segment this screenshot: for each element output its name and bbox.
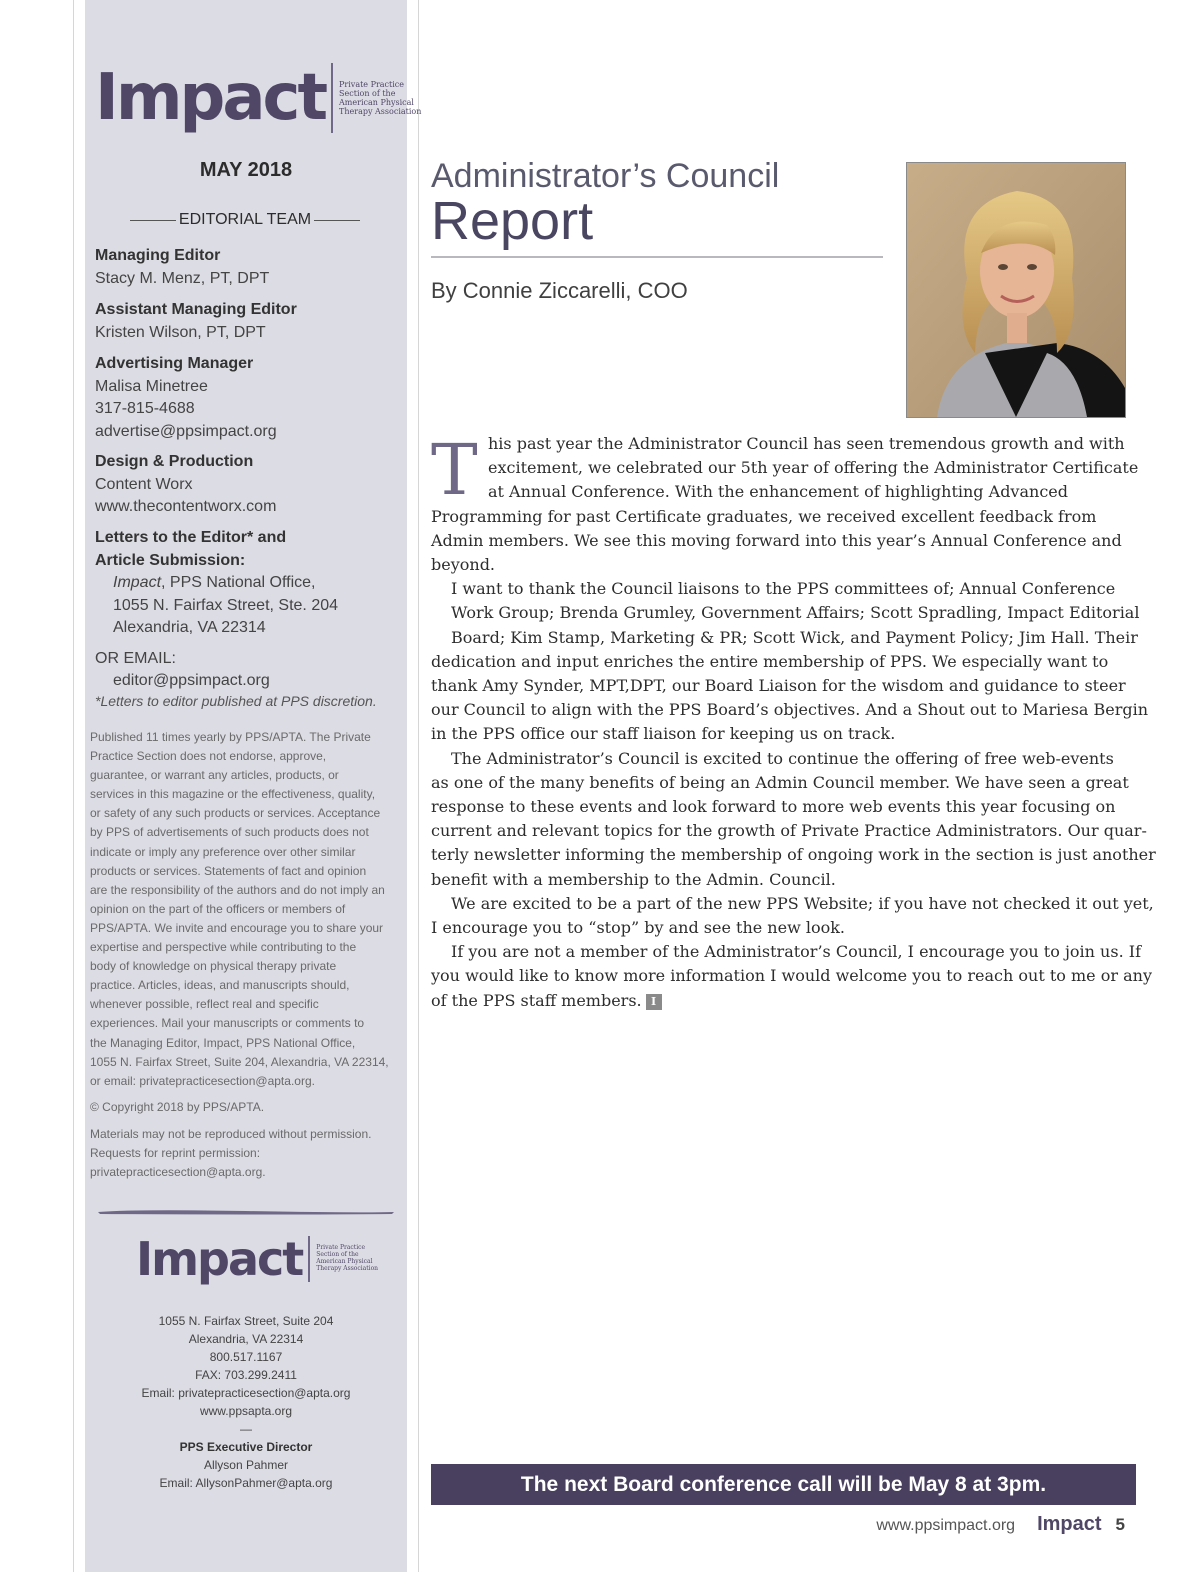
letters-note: *Letters to editor published at PPS discretion.	[95, 693, 377, 709]
disclaimer-line: Published 11 times yearly by PPS/APTA. The Private	[90, 730, 371, 744]
tagline-line: Therapy Association	[339, 107, 422, 117]
role-label: Article Submission:	[95, 551, 246, 569]
footer-brand: Impact	[1037, 1513, 1102, 1535]
heading-rule	[130, 220, 176, 221]
body-line: in the PPS office our staff liaison for keeping us on track.	[431, 724, 896, 744]
drop-cap: T	[431, 429, 478, 511]
logo-wordmark: Impact	[95, 61, 326, 135]
body-line: excitement, we celebrated our 5th year of offering the Administrator Certificate	[488, 458, 1139, 478]
advertising-block	[95, 353, 407, 443]
copyright-text: © Copyright 2018 by PPS/APTA.	[90, 1100, 265, 1114]
body-line: his past year the Administrator Council has seen tremendous growth and with	[488, 434, 1125, 453]
disclaimer-line: Practice Section does not endorse, approve,	[90, 749, 327, 764]
contact-website[interactable]: www.ppsapta.org	[199, 1404, 293, 1418]
letters-block	[95, 527, 407, 693]
permission-line: Materials may not be reproduced without permission.	[90, 1127, 372, 1141]
body-line: Work Group; Brenda Grumley, Government Affairs; Scott Spradling, Impact Editorial	[451, 603, 1140, 623]
column-divider	[418, 0, 419, 1572]
email-link[interactable]: advertise@ppsimpact.org	[95, 422, 277, 440]
contact-city: Alexandria, VA 22314	[188, 1332, 304, 1346]
tagline-line: Private Practice	[316, 1244, 366, 1252]
disclaimer	[90, 728, 406, 1091]
contact-street: 1055 N. Fairfax Street, Suite 204	[158, 1314, 334, 1328]
body-line: our Council to align with the PPS Board’s objectives. And a Shout out to Mariesa Bergin	[431, 700, 1149, 720]
body-line: The Administrator’s Council is excited to continue the offering of free web-events	[451, 748, 1114, 768]
disclaimer-line: services in this magazine or the effectiveness, quality,	[90, 787, 376, 802]
exec-title: PPS Executive Director	[179, 1440, 313, 1454]
tagline-line: Therapy Association	[316, 1264, 379, 1272]
brush-stroke-divider	[96, 1208, 396, 1216]
contact-phone: 800.517.1167	[209, 1350, 283, 1364]
issue-date: MAY 2018	[199, 159, 293, 181]
body-line: terly newsletter informing the membership of ongoing work in the section is just another	[431, 845, 1156, 865]
person-name: Stacy M. Menz, PT, DPT	[95, 269, 270, 287]
end-mark-icon: I	[646, 994, 662, 1010]
impact-logo-bottom	[136, 1234, 378, 1284]
disclaimer-line: experiences. Mail your manuscripts or comments to	[90, 1016, 365, 1031]
contact-block	[85, 1312, 407, 1492]
disclaimer-line: practice. Articles, ideas, and manuscripts should,	[90, 978, 350, 993]
copyright	[90, 1098, 406, 1117]
body-line: I want to thank the Council liaisons to the PPS committees of; Annual Conference	[451, 579, 1116, 599]
tagline-line: Section of the	[316, 1251, 359, 1259]
disclaimer-line: expertise and perspective while contributing to the	[90, 940, 357, 955]
role-label: Design & Production	[95, 453, 254, 470]
city-line: Alexandria, VA 22314	[113, 619, 266, 636]
disclaimer-line: guarantee, or warrant any articles, products, or	[90, 768, 339, 783]
body-line: dedication and input enriches the entire membership of PPS. We especially want to	[431, 651, 1109, 671]
heading-rule	[314, 220, 360, 221]
body-line: at Annual Conference. With the enhancement of highlighting Advanced	[488, 482, 1068, 502]
page-footer	[876, 1513, 1125, 1536]
disclaimer-line: body of knowledge on physical therapy private	[90, 959, 337, 974]
office-text: , PPS National Office,	[161, 574, 316, 591]
permission-line: Requests for reprint permission:	[90, 1146, 261, 1161]
disclaimer-line: are the responsibility of the authors and do not imply an	[90, 882, 385, 897]
person-name: Kristen Wilson, PT, DPT	[95, 323, 266, 341]
body-line: as one of the many benefits of being an Admin Council member. We have seen a great	[431, 772, 1129, 792]
phone-number: 317-815-4688	[95, 400, 195, 417]
design-block	[95, 451, 407, 519]
logo-tagline	[316, 1245, 378, 1273]
tagline-line: Section of the	[339, 88, 396, 98]
body-line-text: of the PPS staff members.	[431, 990, 642, 1010]
disclaimer-line: indicate or imply any preference over other similar	[90, 844, 356, 859]
page-number: 5	[1115, 1515, 1125, 1534]
disclaimer-line: products or services. Statements of fact and opinion	[90, 863, 367, 878]
body-line: benefit with a membership to the Admin. Council.	[431, 869, 836, 889]
role-label: Managing Editor	[95, 247, 221, 264]
article-headline: Report	[431, 191, 594, 251]
office-line	[95, 572, 407, 595]
editor-email-link[interactable]: editor@ppsimpact.org	[113, 672, 270, 689]
body-line: Programming for past Certificate graduates, we received excellent feedback from	[431, 506, 1097, 526]
contact-fax: FAX: 703.299.2411	[195, 1368, 297, 1382]
article-kicker: Administrator’s Council	[431, 157, 780, 195]
disclaimer-line: or email: privatepracticesection@apta.org.	[90, 1073, 315, 1088]
impact-logo-top	[95, 63, 421, 133]
contact-email[interactable]: Email: privatepracticesection@apta.org	[141, 1386, 351, 1400]
announcement-banner: The next Board conference call will be May 8 at 3pm.	[431, 1464, 1136, 1505]
role-label: Letters to the Editor* and	[95, 529, 287, 546]
disclaimer-line: PPS/APTA. We invite and encourage you to share your	[90, 920, 384, 935]
assistant-editor-block	[95, 299, 407, 344]
tagline-line: Private Practice	[339, 79, 405, 89]
or-email-label: OR EMAIL:	[95, 649, 176, 667]
body-line: We are excited to be a part of the new PPS Website; if you have not checked it out yet,	[451, 893, 1154, 913]
managing-editor-block	[95, 245, 407, 290]
body-line: current and relevant topics for the growth of Private Practice Administrators. Our quar-	[431, 821, 1147, 841]
magazine-name: Impact	[113, 574, 162, 591]
body-line: thank Amy Synder, MPT,DPT, our Board Liaison for the wisdom and guidance to steer	[431, 676, 1126, 696]
author-photo	[906, 162, 1126, 418]
logo-wordmark: Impact	[136, 1232, 303, 1286]
body-line: If you are not a member of the Administrator’s Council, I encourage you to join us. If	[451, 942, 1141, 962]
disclaimer-line: 1055 N. Fairfax Street, Suite 204, Alexandria, VA 22314,	[90, 1054, 389, 1069]
body-line: you would like to know more information I would welcome you to reach out to me or any	[431, 966, 1152, 986]
body-line: Board; Kim Stamp, Marketing & PR; Scott Wick, and Payment Policy; Jim Hall. Their	[451, 627, 1138, 647]
company-name: Content Worx	[95, 475, 193, 493]
disclaimer-line: opinion on the part of the officers or members of	[90, 901, 346, 916]
left-margin-rule	[73, 0, 74, 1572]
disclaimer-line: by PPS of advertisements of such products does not	[90, 825, 369, 840]
permission-notice	[90, 1125, 406, 1182]
body-line: Admin members. We see this moving forward into this year’s Annual Conference and	[431, 530, 1122, 550]
body-line: response to these events and look forward to more web events this year focusing on	[431, 797, 1116, 817]
street-line: 1055 N. Fairfax Street, Ste. 204	[113, 596, 339, 614]
logo-divider	[331, 63, 333, 133]
exec-email[interactable]: Email: AllysonPahmer@apta.org	[159, 1476, 333, 1490]
role-label: Advertising Manager	[95, 355, 254, 372]
logo-tagline	[339, 80, 421, 117]
logo-divider	[308, 1236, 310, 1282]
heading-text: EDITORIAL TEAM	[178, 211, 312, 228]
person-name: Malisa Minetree	[95, 377, 208, 395]
website-link[interactable]: www.thecontentworx.com	[95, 498, 277, 515]
article-byline: By Connie Ziccarelli, COO	[431, 278, 688, 303]
body-line-last	[431, 989, 1131, 1013]
exec-name: Allyson Pahmer	[203, 1458, 289, 1472]
role-label: Assistant Managing Editor	[95, 301, 297, 318]
footer-url[interactable]: www.ppsimpact.org	[876, 1517, 1016, 1534]
body-line: beyond.	[431, 555, 496, 575]
permission-line: privatepracticesection@apta.org.	[90, 1165, 266, 1180]
contact-divider: —	[240, 1422, 252, 1436]
editorial-team-heading	[130, 211, 360, 229]
tagline-line: American Physical	[316, 1258, 373, 1265]
article-body	[431, 429, 1156, 1013]
disclaimer-line: or safety of any such products or services. Acceptance	[90, 806, 381, 821]
body-line: I encourage you to “stop” by and see the new look.	[431, 918, 846, 938]
tagline-line: American Physical	[339, 98, 414, 107]
headline-rule	[431, 256, 883, 258]
disclaimer-line: whenever possible, reflect real and specific	[90, 997, 319, 1012]
disclaimer-line: the Managing Editor, Impact, PPS National Office,	[90, 1035, 356, 1050]
